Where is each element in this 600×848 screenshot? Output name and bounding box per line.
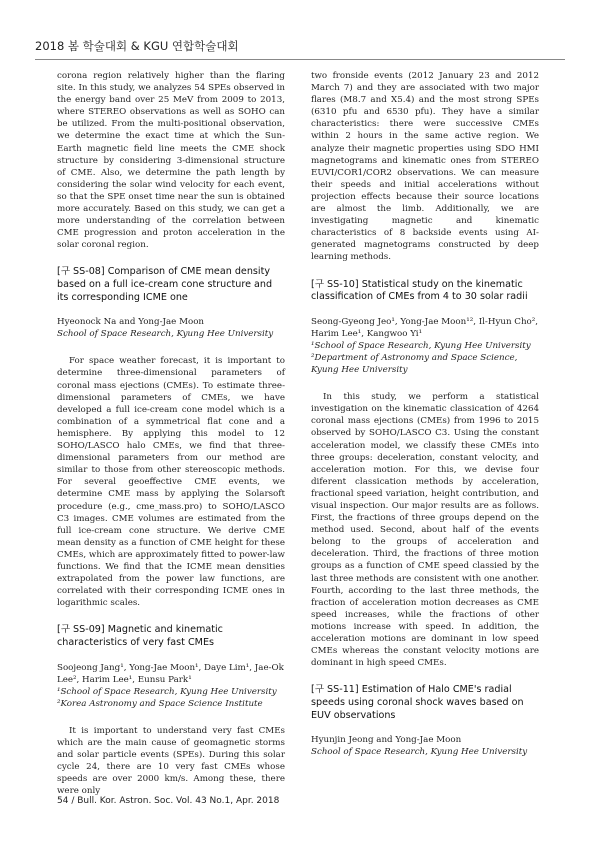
- header-rule: [35, 59, 565, 60]
- ss09-affiliation-1: ¹School of Space Research, Kyung Hee University: [57, 686, 277, 697]
- ss09-authors: Soojeong Jang¹, Yong-Jae Moon¹, Daye Lim¹, Jae-Ok Lee², Harim Lee¹, Eunsu Park¹: [57, 662, 284, 685]
- page-footer: 54 / Bull. Kor. Astron. Soc. Vol. 43 No.1, Apr. 2018: [57, 796, 280, 806]
- ss09-abstract-continued: two fronside events (2012 January 23 and 2012 March 7) and they are associated with two major flares (M8.7 and X5.4) and the most strong SPEs (6310 pfu and 6530 pfu). They have a similar characteristics: there were successive CMEs within 2 hours in the same active region. We analyze their magnetic properties using SDO HMI magnetograms and kinematic ones from STEREO EUVI/COR1/COR2 observations. We can measure their speeds and initial accelerations without projection effects because their source locations are almost the limb. Additionally, we are investigating magnetic and kinematic characteristics of 8 backside events using AI-generated magnetograms constructed by deep learning methods.: [311, 71, 539, 263]
- ss09-title: [구 SS-09] Magnetic and kinematic characteristics of very fast CMEs: [57, 624, 223, 648]
- ss10-abstract: In this study, we perform a statistical investigation on the kinematic classication of 4264 coronal mass ejections (CMEs) from 1996 to 2015 observed by SOHO/LASCO C3. Using the constant acceleration model, we classify these CMEs into three groups: deceleration, constant velocity, and acceleration motion. For this, we devise four diferent classication methods by acceleration, fractional speed variation, height contribution, and visual inspection. Our major results are as follows. First, the fractions of three groups depend on the method used. Second, about half of the events belong to the groups of acceleration and deceleration. Third, the fractions of three motion groups as a function of CME speed classied by the last three methods are consistent with one another. Fourth, according to the last three methods, the fraction of acceleration motion decreases as CME speed increases, while the fractions of other motions increase with speed. In addition, the acceleration motions are dominant in low speed CMEs whereas the constant velocity motions are dominant in high speed CMEs.: [311, 392, 539, 669]
- ss10-affiliation-2: ²Department of Astronomy and Space Science, Kyung Hee University: [311, 352, 518, 376]
- right-column: [311, 70, 539, 758]
- ss11-title: [구 SS-11] Estimation of Halo CME's radial speeds using coronal shock waves based on EUV observations: [311, 684, 524, 721]
- ss10-title: [구 SS-10] Statistical study on the kinematic classification of CMEs from 4 to 30 solar radii: [311, 278, 528, 303]
- ss08-authors: Hyeonock Na and Yong-Jae Moon: [57, 317, 205, 328]
- ss08-affiliation: School of Space Research, Kyung Hee University: [57, 329, 274, 340]
- intro-paragraph: corona region relatively higher than the flaring site. In this study, we analyzes 54 SPEs observed in the energy band over 25 MeV from 2009 to 2013, where STEREO observations as well as SOHO can be utilized. From the multi-positional observation, we determine the exact time at which the Sun-Earth magnetic field line meets the CME shock structure by considering 3-dimensional structure of CME. Also, we determine the path length by considering the solar wind velocity for each event, so that the SPE onset time near the sun is obtained more accurately. Based on this study, we can get a more understanding of the correlation between CME progression and proton acceleration in the solar coronal region.: [57, 71, 285, 251]
- ss11-affiliation: School of Space Research, Kyung Hee University: [311, 747, 528, 758]
- ss09-affiliation-2: ²Korea Astronomy and Space Science Institute: [57, 698, 263, 709]
- ss08-abstract: For space weather forecast, it is important to determine three-dimensional parameters of coronal mass ejections (CMEs). To estimate three-dimensional parameters of CMEs, we have developed a full ice-cream cone model which is a combination of a symmetrical flat cone and a hemisphere. By applying this model to 12 SOHO/LASCO halo CMEs, we find that three-dimensional parameters from our method are similar to those from other stereoscopic methods. For several geoeffective CME events, we determine CME mass by applying the Solarsoft procedure (e.g., cme_mass.pro) to SOHO/LASCO C3 images. CME volumes are estimated from the full ice-cream cone structure. We derive CME mean density as a function of CME height for these CMEs, which are approximately fitted to power-law functions. We find that the ICME mean densities extrapolated from the power law functions, are correlated with their corresponding ICME ones in logarithmic scales.: [57, 356, 285, 609]
- ss11-authors: Hyunjin Jeong and Yong-Jae Moon: [311, 735, 462, 746]
- ss08-title: [구 SS-08] Comparison of CME mean density based on a full ice-cream cone structure and its corresponding ICME one: [57, 266, 273, 303]
- ss10-authors: Seong-Gyeong Jeo¹, Yong-Jae Moon¹², Il-Hyun Cho², Harim Lee¹, Kangwoo Yi¹: [311, 316, 539, 339]
- running-header: 2018 봄 학술대회 & KGU 연합학술대회: [35, 39, 239, 53]
- ss09-abstract: It is important to understand very fast CMEs which are the main cause of geomagnetic storms and solar particle events (SPEs). During this solar cycle 24, there are 10 very fast CMEs whose speeds are over 2000 km/s. Among these, there were only: [57, 725, 285, 797]
- ss10-affiliation-1: ¹School of Space Research, Kyung Hee University: [311, 340, 531, 351]
- left-column: [57, 70, 285, 797]
